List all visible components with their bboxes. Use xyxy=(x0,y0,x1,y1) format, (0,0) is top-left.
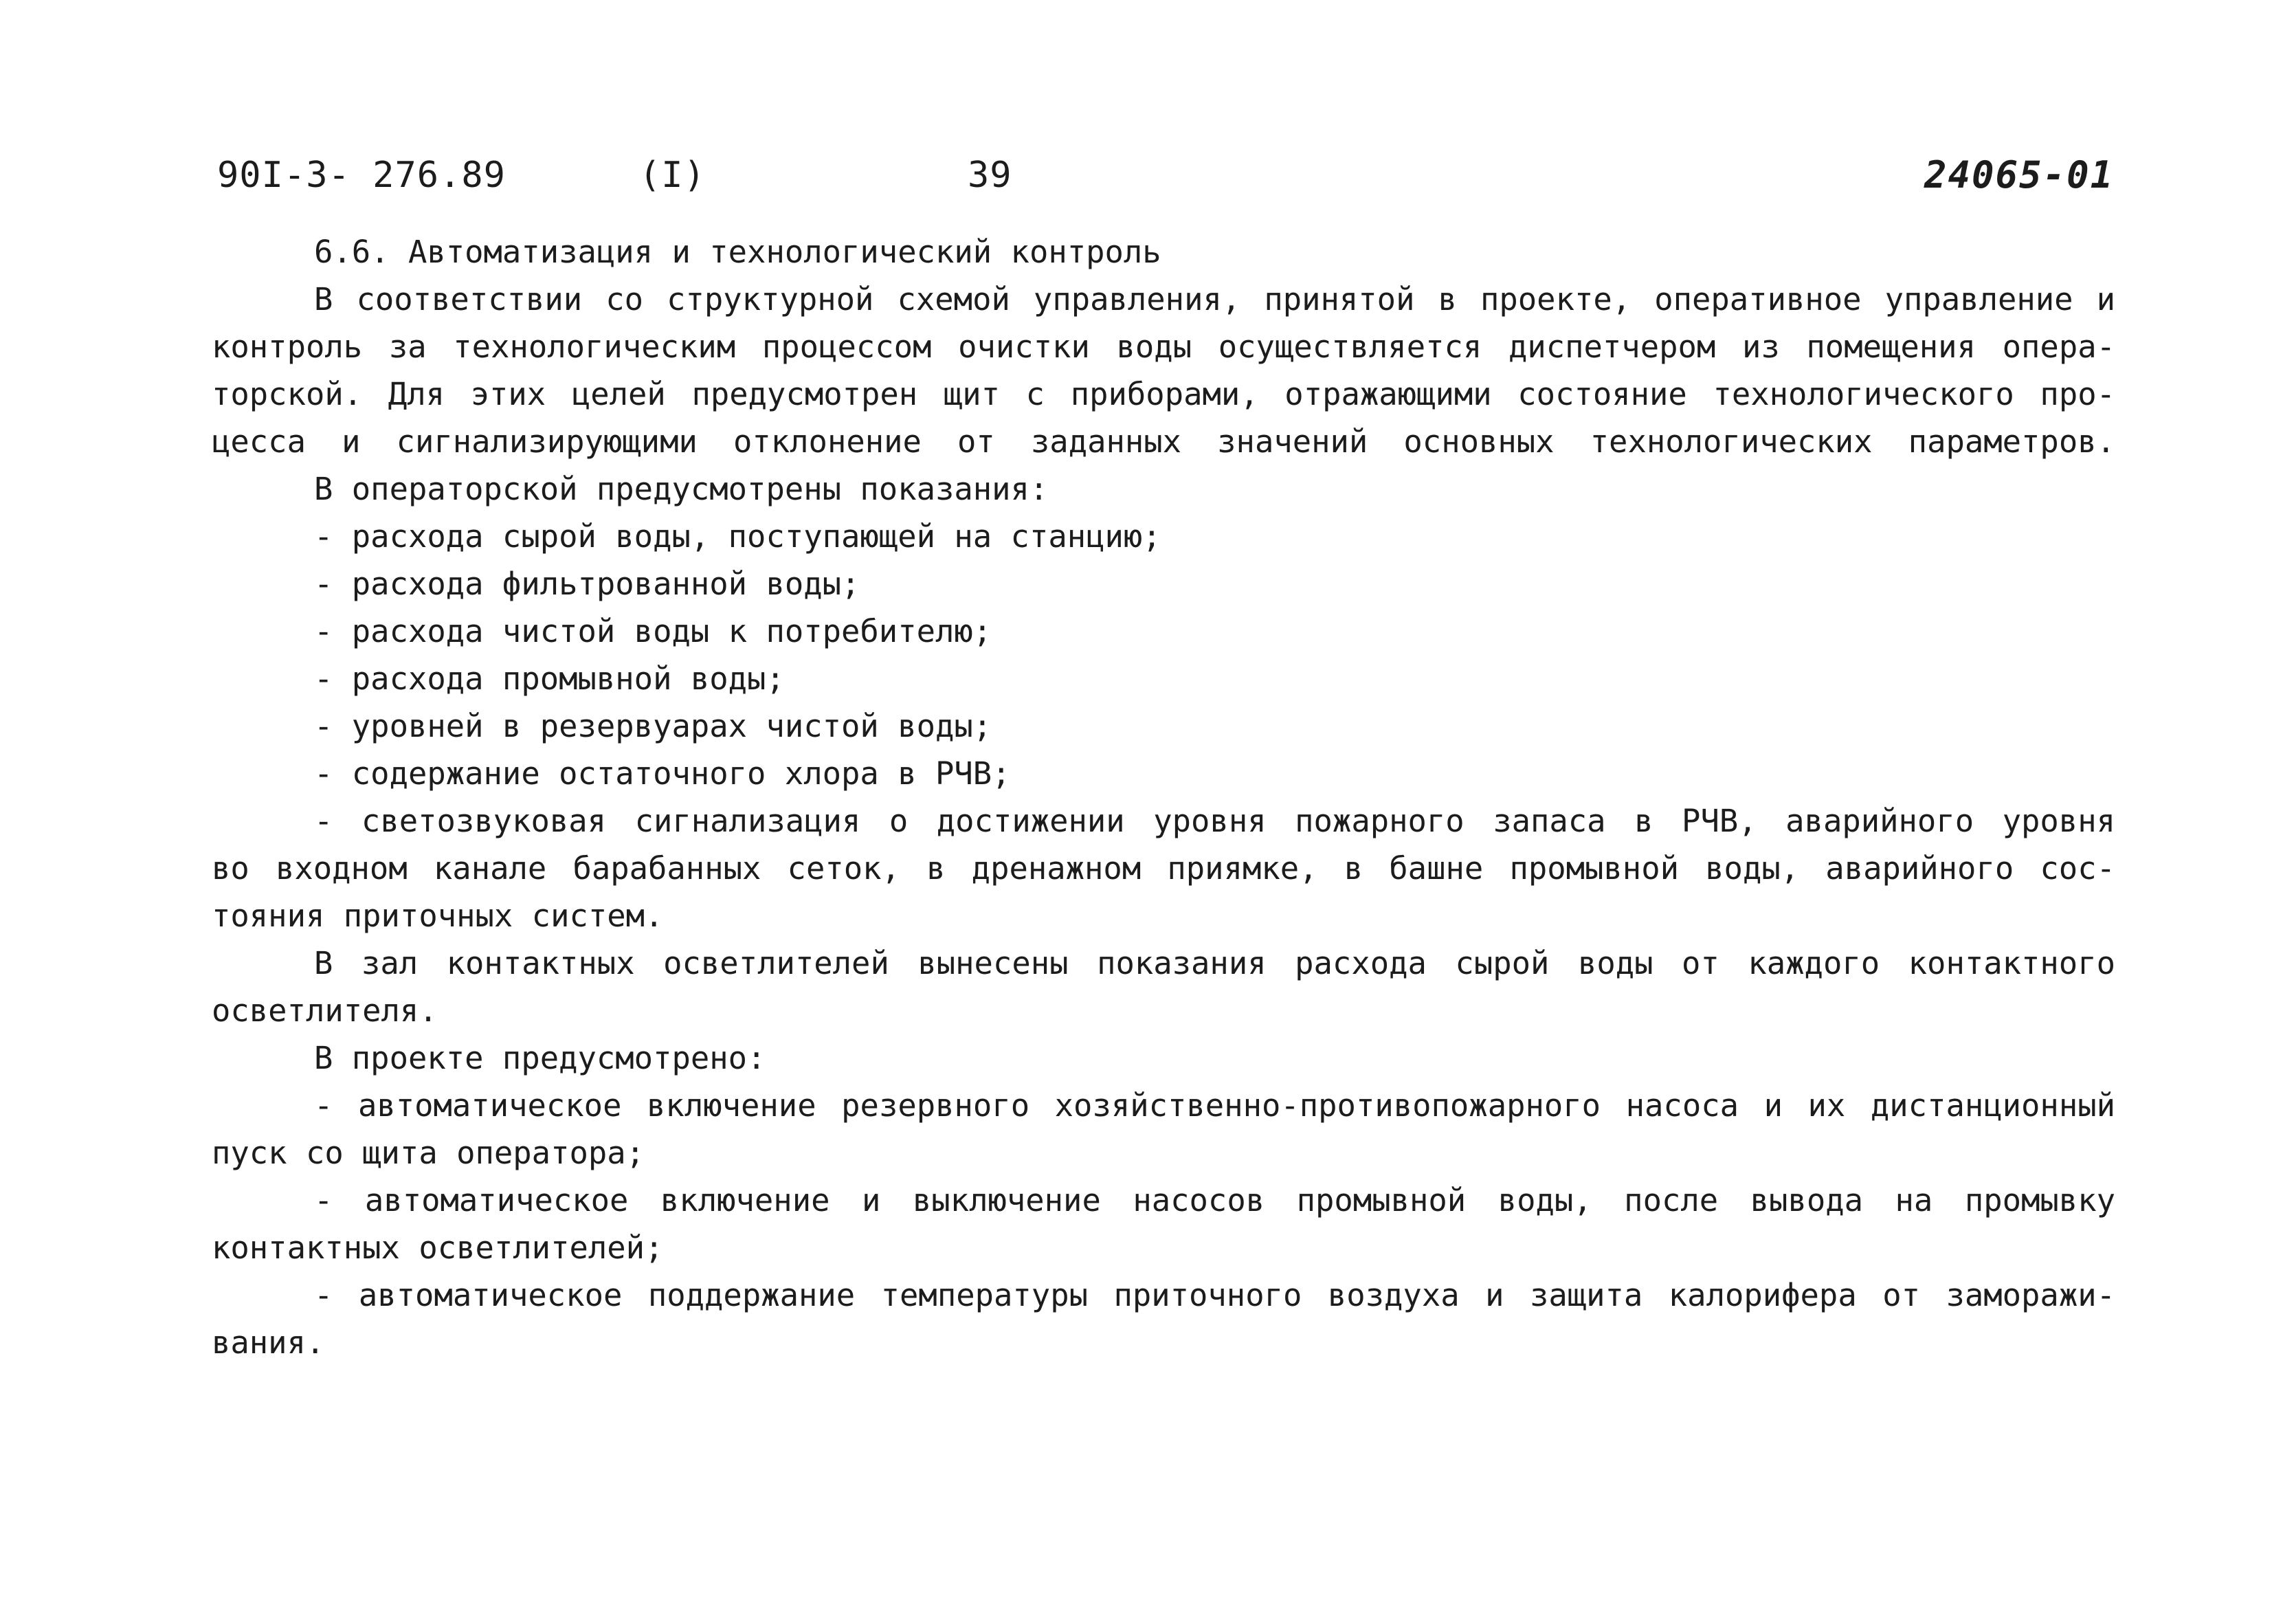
provided-intro: В проекте предусмотрено: xyxy=(314,1040,766,1076)
text-line: тояния приточных систем. xyxy=(212,898,664,934)
list-item: - расхода сырой воды, поступающей на станцию; xyxy=(314,518,1161,555)
section-heading: 6.6. Автоматизация и технологический контроль xyxy=(314,234,1161,270)
paragraph-control-scheme xyxy=(212,276,2115,465)
list-item: - содержание остаточного хлора в РЧВ; xyxy=(314,755,1011,792)
text-line: контактных осветлителей; xyxy=(212,1230,664,1266)
text-line: контроль за технологическим процессом очистки воды осуществляется диспетчером из помещения опера- xyxy=(212,329,2115,365)
list-item: - уровней в резервуарах чистой воды; xyxy=(314,708,992,744)
indications-list xyxy=(212,513,2115,797)
text-line: во входном канале барабанных сеток, в дренажном приямке, в башне промывной воды, аварийного сос- xyxy=(212,850,2115,887)
text-line: пуск со щита оператора; xyxy=(212,1135,645,1171)
text-line: цесса и сигнализирующими отклонение от заданных значений основных технологических параметров. xyxy=(212,423,2115,460)
text-line: вания. xyxy=(212,1324,325,1361)
list-item: - расхода чистой воды к потребителю; xyxy=(314,613,992,649)
text-line: осветлителя. xyxy=(212,992,438,1029)
document-part: (I) xyxy=(639,155,706,196)
document-code: 90I-3- 276.89 xyxy=(217,155,506,196)
alarm-item xyxy=(212,797,2115,939)
text-line: - автоматическое включение и выключение насосов промывной воды, после вывода на промывку xyxy=(314,1182,2115,1219)
provided-item-wash-pumps xyxy=(212,1177,2115,1271)
list-item: - расхода промывной воды; xyxy=(314,660,785,697)
list-item: - расхода фильтрованной воды; xyxy=(314,566,860,602)
text-line: - светозвуковая сигнализация о достижении уровня пожарного запаса в РЧВ, аварийного уровня xyxy=(314,803,2115,839)
text-line: - автоматическое поддержание температуры приточного воздуха и защита калорифера от заморажи- xyxy=(314,1277,2115,1313)
page-number: 39 xyxy=(968,155,1012,196)
archive-stamp-number: 24065-01 xyxy=(1924,153,2115,197)
provided-item-reserve-pump xyxy=(212,1082,2115,1177)
indications-intro: В операторской предусмотрены показания: xyxy=(314,471,1049,507)
text-line: - автоматическое включение резервного хозяйственно-противопожарного насоса и их дистанционный xyxy=(314,1087,2115,1124)
text-line: В зал контактных осветлителей вынесены показания расхода сырой воды от каждого контактного xyxy=(314,945,2115,981)
document-body xyxy=(212,228,2115,1366)
text-line: В соответствии со структурной схемой управления, принятой в проекте, оперативное управление и xyxy=(314,281,2115,318)
paragraph-clarifier-hall xyxy=(212,939,2115,1034)
provided-item-air-temperature xyxy=(212,1271,2115,1366)
text-line: торской. Для этих целей предусмотрен щит с приборами, отражающими состояние технологического про- xyxy=(212,376,2115,412)
